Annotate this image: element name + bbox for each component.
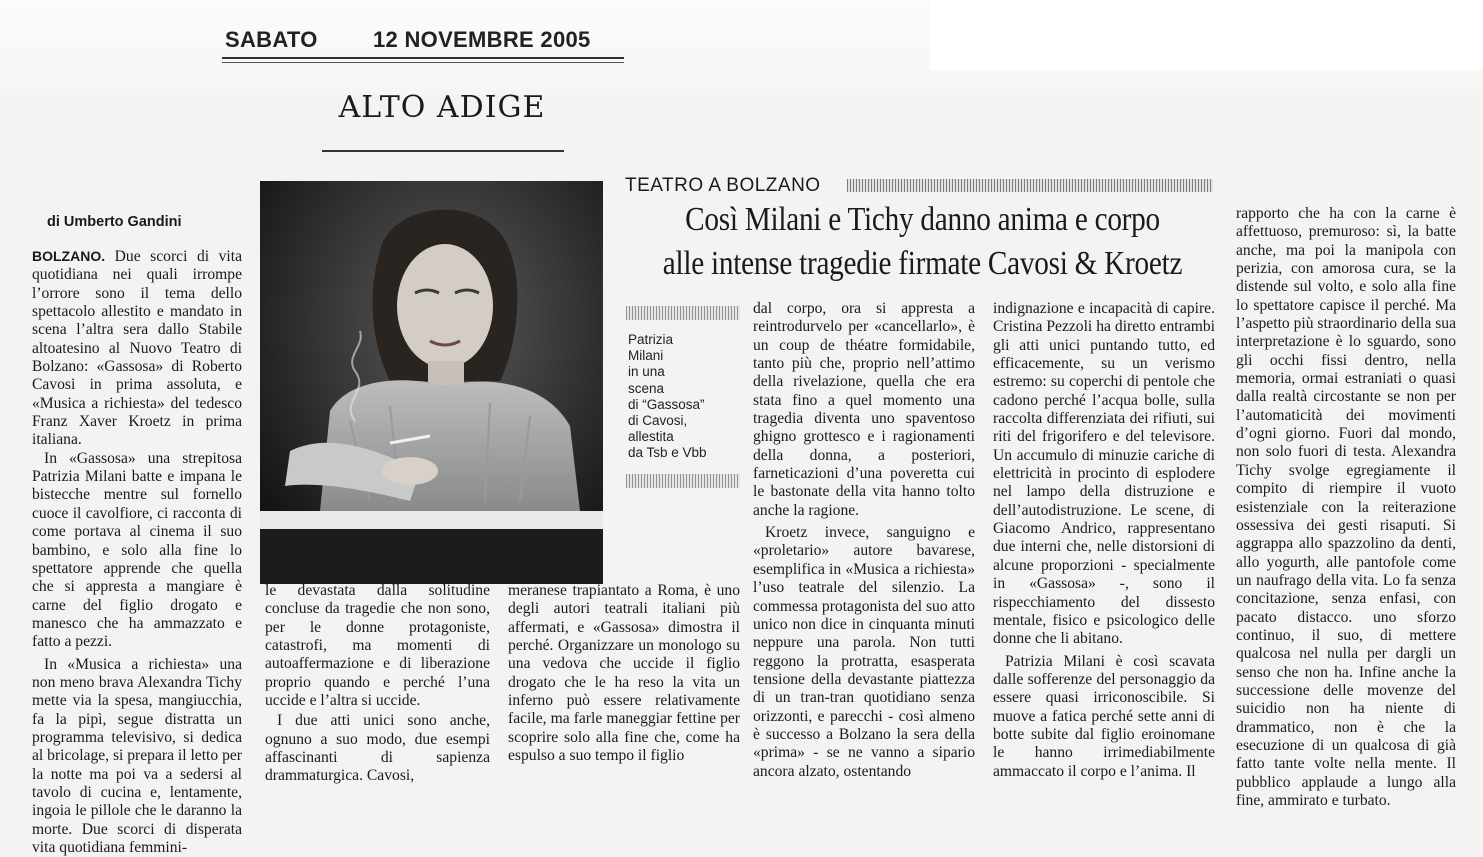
photo-caption [628,332,740,462]
article-paragraph: In «Musica a richiesta» una non meno brava Alexandra Tichy mette via la spesa, mangiucchia, fa la pipì, segue distratta un programma televisivo, si dedica al bricolage, si prepara il letto per la notte ma poi va a sedersi al tavolo di cucina e, lentamente, ingoia le pillole che le daranno la morte. Due scorci di disperata vita quotidiana femmini- [32,655,242,856]
caption-hatch-bottom [626,474,740,488]
dateline: BOLZANO. [32,248,106,264]
article-column-6 [1236,205,1456,810]
article-column-5 [993,300,1215,781]
rubric: TEATRO A BOLZANO [625,175,821,196]
article-paragraph: Patrizia Milani è così scavata dalle sofferenze del personaggio da essere quasi irriconoscibile. Si muove a fatica perché sette anni di botte subite dal figlio eroinomane le hanno irrimediabilmente ammaccato il corpo e l’anima. Il [993,652,1215,780]
paragraph-text: Due scorci di vita quotidiana nei quali irrompe l’orrore sono il tema dello spettacolo allestito e mandato in scena l’altra sera dallo Stabile altoatesino al Nuovo Teatro di Bolzano: «Gassosa» di Roberto Cavosi in prima assoluta, e «Musica a richiesta» del tedesco Franz Xaver Kroetz in prima italiana. [32,248,242,449]
headline-line-2: alle intense tragedie firmate Cavosi & Kroetz [662,245,1183,282]
article-column-4 [753,300,975,781]
article-column-3 [508,582,740,765]
article-paragraph: Kroetz invece, sanguigno e «proletario» autore bavarese, esemplifica in «Musica a richiesta» l’uso teatrale del silenzio. La commessa protagonista del suo atto unico non dice in cinquanta minuti neppure una parola. Non tutti reggono la protratta, esasperata tensione della devastante piattezza di un tran-tran quotidiano senza orizzonti, e parecchi - così almeno è successo a Bolzano la sera della «prima» - se ne vanno a sipario ancora alzato, ostentando [753,524,975,780]
masthead-rule-thin [222,62,624,63]
article-paragraph: indignazione e incapacità di capire. Cristina Pezzoli ha diretto entrambi gli atti unici puntando tutto, ed efficacemente, su un verismo estremo: su coperchi di pentole che cadono perché l’acqua bolle, sulla raccolta differenziata dei rifiuti, sui riti del frigorifero e del televisore. Un accumulo di minuzie cariche di elettricità in procinto di esplodere nel lampo della distruzione e dell’autodistruzione. Le scene, di Giacomo Andrico, rappresentano due interni che, nelle distorsioni di alcune proporzioni - specialmente in «Gassosa» -, sono il rispecchiamento del dissesto mentale, fisico e psicologico delle donne che li abitano. [993,300,1215,648]
article-column-1 [32,247,242,857]
caption-line: da Tsb e Vbb [628,445,707,461]
masthead-rule [222,57,624,59]
article-column-2 [265,582,490,786]
article-paragraph: meranese trapiantato a Roma, è uno degli autori teatrali italiani più affermati, e «Gassosa» dimostra il perché. Organizzare un monologo su una vedova che uccide il figlio drogato che le ha reso la vita un inferno può essere relativamente facile, ma farle maneggiar fettine per scoprire solo alla fine che, come ha espulso a suo tempo il figlio [508,582,740,765]
caption-line: Patrizia [628,332,674,347]
masthead-date: 12 NOVEMBRE 2005 [373,27,591,52]
headline [662,198,1182,286]
caption-line: di “Gassosa” [628,396,705,412]
masthead-day: SABATO [225,27,318,52]
article-paragraph: rapporto che ha con la carne è affettuoso, premuroso: sì, la batte anche, ma poi la manipola con perizia, con amorosa cura, se la distende sul volto, e solo alla fine lo spettatore capisce il perché. Ma l’aspetto più straordinario della sua interpretazione è lo sguardo, sono gli occhi fissi dentro, nella memoria, ormai estraniati o quasi dalla realtà circostante se non per l’automaticità dei movimenti d’ogni giorno. Fuori dal mondo, non solo fuori di testa. Alexandra Tichy svolge egregiamente il compito di riempire il vuoto esistenziale con la reiterazione ossessiva dei gesti risaputi. Si aggrappa allo spazzolino da denti, allo yogurth, alle pantofole come un naufrago della vita. Lo fa senza concitazione, senza enfasi, con pacato distacco. uno sforzo continuo, il suo, di mettere qualcosa nel nulla per dargli un senso che non ha. Infine anche la successione delle movenze del suicidio non ha niente di drammatico, non è che la esecuzione di un qualcosa di già fatto tante volte nella mente. Il pubblico applaude a lungo alla fine, ammirato e turbato. [1236,205,1456,809]
article-paragraph: In «Gassosa» una strepitosa Patrizia Milani batte e impana le bistecche mentre sul fornello cuoce il cavolfiore, ci racconta di come portava al cinema il suo bambino, e solo alla fine lo spettatore apprende che quella che si appresta a mangiare è carne del figlio drogato e manesco che ha ammazzato e fatto a pezzi. [32,449,242,651]
caption-line: scena [628,380,665,396]
caption-hatch-top [626,306,740,320]
caption-line: di Cavosi, [628,413,688,429]
rubric-hatch-bar [847,179,1213,192]
caption-line: in una [628,364,665,380]
byline: di Umberto Gandini [47,214,182,230]
article-paragraph [32,247,242,450]
section-title: ALTO ADIGE [338,90,546,125]
article-photo [260,181,603,584]
paper-top-right-blank [930,0,1483,70]
article-paragraph: dal corpo, ora si appresta a reintrodurvelo per «cancellarlo», è un coup de théatre formidabile, tanto più che, proprio nell’attimo della rivelazione, quella che era stata fino a quel momento una tragedia diventa uno spaventoso ghigno grottesco e i ragionamenti della donna, a posteriori, farneticazioni d’una poveretta cui le bastonate della vita hanno tolto anche la ragione. [753,300,975,519]
article-paragraph: le devastata dalla solitudine concluse da tragedie che non sono, per le donne protagoniste, catastrofi, ma momenti di autoaffermazione e di liberazione proprio quando e perché l’una uccide e l’altra si uccide. [265,582,490,710]
section-rule [322,150,564,152]
headline-line-1: Così Milani e Tichy danno anima e corpo [685,201,1160,238]
caption-line: allestita [628,429,674,445]
article-paragraph: I due atti unici sono anche, ognuno a suo modo, due esempi affascinanti di sapienza drammaturgica. Cavosi, [265,712,490,785]
caption-line: Milani [628,348,664,364]
photo-illustration [260,181,603,584]
